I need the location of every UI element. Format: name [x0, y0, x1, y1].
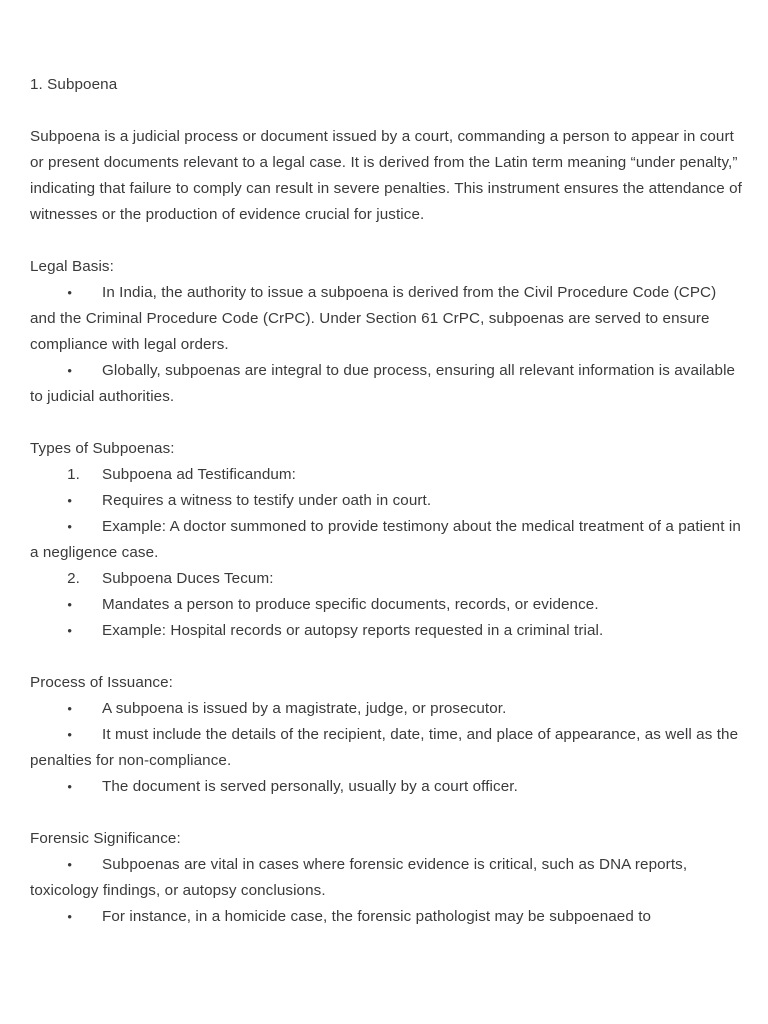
forensic-heading: Forensic Significance: [30, 830, 181, 847]
list-item [30, 696, 745, 722]
numbered-item-title: Subpoena Duces Tecum: [102, 570, 274, 587]
forensic-section [30, 826, 745, 930]
bullet-marker: • [67, 623, 72, 638]
types-section [30, 436, 745, 644]
legal-basis-heading: Legal Basis: [30, 258, 114, 275]
list-item-text: Globally, subpoenas are integral to due process, ensuring all relevant information is available to judicial authorities. [30, 362, 736, 405]
list-item [30, 852, 745, 904]
process-section [30, 670, 745, 800]
numbered-item-title: Subpoena ad Testificandum: [102, 466, 296, 483]
bullet-marker: • [67, 285, 72, 300]
list-item-text: It must include the details of the recipient, date, time, and place of appearance, as well as the penalties for non-compliance. [30, 726, 739, 769]
list-item-text: The document is served personally, usually by a court officer. [102, 778, 518, 795]
process-heading: Process of Issuance: [30, 674, 173, 691]
list-item-text: Mandates a person to produce specific documents, records, or evidence. [102, 596, 599, 613]
numbered-item [30, 462, 745, 488]
document-body [30, 72, 745, 930]
list-item [30, 904, 745, 930]
list-item [30, 722, 745, 774]
list-item [30, 774, 745, 800]
document-title: 1. Subpoena [30, 76, 118, 93]
bullet-marker: • [67, 597, 72, 612]
numbered-item [30, 566, 745, 592]
intro-paragraph: Subpoena is a judicial process or document issued by a court, commanding a person to appear in court or present documents relevant to a legal case. It is derived from the Latin term meaning “under penalty,” indicating that failure to comply can result in severe penalties. This instrument ensures the attendance of witnesses or the production of evidence crucial for justice. [30, 128, 742, 223]
bullet-marker: • [67, 363, 72, 378]
bullet-marker: • [67, 857, 72, 872]
bullet-marker: • [67, 727, 72, 742]
list-item [30, 280, 745, 358]
legal-basis-section [30, 254, 745, 410]
list-item [30, 592, 745, 618]
list-item-text: In India, the authority to issue a subpoena is derived from the Civil Procedure Code (CPC) and the Criminal Procedure Code (CrPC). Under Section 61 CrPC, subpoenas are served to ensure compliance with legal orders. [30, 284, 717, 353]
list-item-text: Example: Hospital records or autopsy reports requested in a criminal trial. [102, 622, 604, 639]
list-item-text: Requires a witness to testify under oath in court. [102, 492, 432, 509]
list-item [30, 618, 745, 644]
list-item [30, 488, 745, 514]
list-item [30, 358, 745, 410]
bullet-marker: • [67, 909, 72, 924]
bullet-marker: • [67, 519, 72, 534]
bullet-marker: • [67, 779, 72, 794]
bullet-marker: • [67, 493, 72, 508]
list-item-text: For instance, in a homicide case, the forensic pathologist may be subpoenaed to [102, 908, 652, 925]
bullet-marker: • [67, 701, 72, 716]
list-item-text: Example: A doctor summoned to provide testimony about the medical treatment of a patient in a negligence case. [30, 518, 741, 561]
list-item [30, 514, 745, 566]
number-marker: 2. [67, 570, 80, 587]
list-item-text: Subpoenas are vital in cases where forensic evidence is critical, such as DNA reports, toxicology findings, or autopsy conclusions. [30, 856, 688, 899]
list-item-text: A subpoena is issued by a magistrate, judge, or prosecutor. [102, 700, 507, 717]
number-marker: 1. [67, 466, 80, 483]
types-heading: Types of Subpoenas: [30, 440, 175, 457]
